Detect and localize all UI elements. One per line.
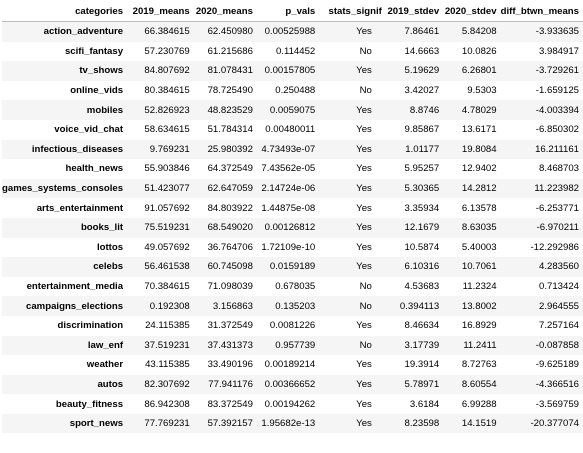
table-cell: 19.8084 [461, 143, 497, 155]
table-cell: Yes [356, 378, 372, 390]
table-cell: 66.384615 [144, 26, 190, 38]
table-cell: -1.659125 [535, 85, 579, 97]
table-cell: 2.964555 [538, 300, 579, 312]
column-header: stats_signif [319, 2, 386, 22]
table-cell: 12.9402 [461, 163, 497, 175]
table-cell: 68.549020 [207, 222, 253, 234]
table-row [2, 198, 583, 218]
table-cell: 11.2411 [463, 339, 497, 351]
table-cell: Yes [356, 65, 372, 77]
table-cell: 24.115385 [145, 320, 190, 332]
table-cell: Yes [356, 104, 372, 116]
table-cell: 25.980392 [207, 143, 253, 155]
table-cell: 80.384615 [144, 85, 190, 97]
table-cell: -6.253771 [535, 202, 579, 214]
table-cell: 6.13578 [461, 202, 497, 214]
table-cell: 1.72109e-10 [261, 241, 316, 253]
row-category: tv_shows [79, 65, 124, 77]
table-row [2, 238, 583, 258]
table-cell: 31.372549 [207, 320, 253, 332]
row-category: voice_vid_chat [54, 124, 124, 136]
table-cell: Yes [356, 261, 372, 273]
table-cell: 6.26801 [461, 65, 497, 77]
row-category: weather [86, 359, 124, 371]
table-cell: 43.115385 [145, 359, 190, 371]
table-cell: 82.307692 [144, 378, 190, 390]
table-cell: 11.2324 [462, 281, 497, 293]
table-cell: Yes [356, 183, 372, 195]
table-cell: 84.803922 [207, 202, 253, 214]
column-header: p_vals [257, 2, 319, 22]
table-row [2, 296, 583, 316]
row-category: action_adventure [43, 26, 124, 38]
table-cell: 4.53683 [404, 281, 440, 293]
table-cell: 14.2812 [461, 183, 497, 195]
table-cell: 3.35934 [404, 202, 440, 214]
table-cell: 36.764706 [207, 241, 253, 253]
table-cell: 4.73493e-07 [261, 143, 316, 155]
table-cell: 57.392157 [207, 418, 253, 430]
column-header: 2019_stdev [386, 2, 443, 22]
table-cell: 14.6663 [404, 45, 440, 57]
row-category: scifi_fantasy [64, 45, 124, 57]
table-cell: -3.933635 [535, 26, 579, 38]
table-cell: 12.1679 [404, 222, 440, 234]
table-cell: 19.3914 [404, 359, 440, 371]
table-cell: 5.19629 [404, 65, 440, 77]
table-row [2, 42, 583, 62]
table-cell: 16.211161 [535, 143, 579, 155]
table-cell: 1.95682e-13 [261, 418, 316, 430]
table-cell: 0.00480011 [265, 124, 316, 136]
table-cell: No [359, 85, 372, 97]
table-cell: 0.00194262 [264, 398, 316, 410]
table-cell: No [359, 281, 372, 293]
table-cell: 2.14724e-06 [261, 183, 316, 195]
stats-table [2, 2, 583, 433]
row-category: law_enf [87, 339, 124, 351]
table-cell: Yes [356, 26, 372, 38]
column-header: 2019_means [129, 2, 194, 22]
table-row [2, 375, 583, 395]
table-cell: 3.42027 [404, 85, 440, 97]
table-cell: 51.784314 [207, 124, 253, 136]
table-cell: 77.941176 [208, 378, 253, 390]
table-cell: 62.450980 [207, 26, 253, 38]
index-header: categories [2, 2, 129, 22]
table-cell: 51.423077 [144, 183, 190, 195]
table-cell: Yes [356, 143, 372, 155]
table-cell: 6.99288 [461, 398, 497, 410]
table-cell: 8.468703 [538, 163, 579, 175]
row-category: health_news [65, 163, 124, 175]
table-cell: Yes [356, 359, 372, 371]
table-cell: 8.72763 [461, 359, 497, 371]
table-cell: 1.01177 [405, 143, 440, 155]
table-cell: 5.84208 [461, 26, 497, 38]
table-cell: -3.729261 [535, 65, 579, 77]
row-category: arts_entertainment [36, 202, 124, 214]
table-cell: 64.372549 [207, 163, 253, 175]
table-row [2, 316, 583, 336]
header-row [2, 2, 583, 22]
table-cell: -9.625189 [535, 359, 579, 371]
table-cell: 9.85867 [404, 124, 440, 136]
table-cell: Yes [356, 163, 372, 175]
table-cell: No [359, 339, 372, 351]
table-cell: 61.215686 [207, 45, 253, 57]
table-cell: 13.6171 [461, 124, 497, 136]
row-category: mobiles [86, 104, 124, 116]
table-cell: No [359, 300, 372, 312]
table-cell: 0.00157805 [264, 65, 316, 77]
table-cell: 0.250488 [275, 85, 316, 97]
row-category: games_systems_consoles [2, 183, 124, 195]
table-row [2, 22, 583, 42]
row-category: books_lit [80, 222, 124, 234]
table-cell: 10.7061 [461, 261, 497, 273]
table-row [2, 140, 583, 160]
row-category: campaigns_elections [26, 300, 124, 312]
table-cell: 5.40003 [461, 241, 497, 253]
table-cell: 8.60554 [461, 378, 497, 390]
table-cell: 70.384615 [144, 281, 190, 293]
table-row [2, 120, 583, 140]
table-row [2, 218, 583, 238]
table-row [2, 81, 583, 101]
table-cell: 0.0159189 [269, 261, 316, 273]
table-cell: 0.00189214 [264, 359, 316, 371]
table-row [2, 179, 583, 199]
table-cell: -4.003394 [535, 104, 579, 116]
row-category: autos [97, 378, 124, 390]
table-cell: 57.230769 [144, 45, 190, 57]
table-cell: 5.95257 [404, 163, 440, 175]
table-cell: 11.223982 [534, 183, 579, 195]
table-cell: 52.826923 [144, 104, 190, 116]
table-cell: 55.903846 [144, 163, 190, 175]
table-cell: -0.087858 [535, 339, 579, 351]
table-cell: 7.43562e-05 [261, 163, 316, 175]
table-cell: 3.156863 [212, 300, 253, 312]
table-row [2, 355, 583, 375]
column-header: diff_btwn_means [501, 2, 583, 22]
table-cell: 4.283560 [538, 261, 579, 273]
column-header: 2020_stdev [443, 2, 500, 22]
row-category: entertainment_media [26, 281, 124, 293]
table-cell: 83.372549 [207, 398, 253, 410]
table-cell: 37.519231 [144, 339, 190, 351]
table-cell: 33.490196 [207, 359, 253, 371]
table-cell: 77.769231 [144, 418, 190, 430]
table-cell: Yes [356, 320, 372, 332]
table-cell: 56.461538 [144, 261, 190, 273]
table-cell: 0.394113 [399, 300, 440, 312]
table-cell: Yes [356, 418, 372, 430]
table-cell: 5.78971 [404, 378, 440, 390]
table-cell: 7.86461 [404, 26, 440, 38]
table-cell: 58.634615 [144, 124, 190, 136]
table-cell: 4.78029 [461, 104, 497, 116]
row-category: beauty_fitness [55, 398, 124, 410]
table-cell: 86.942308 [144, 398, 190, 410]
table-cell: 8.63035 [461, 222, 497, 234]
table-cell: 1.44875e-08 [261, 202, 316, 214]
table-cell: 8.23598 [404, 418, 440, 430]
table-cell: No [359, 45, 372, 57]
table-cell: 0.678035 [275, 281, 316, 293]
table-cell: -6.970211 [536, 222, 579, 234]
table-cell: 62.647059 [207, 183, 253, 195]
table-cell: 14.1519 [461, 418, 497, 430]
table-cell: 0.957739 [275, 339, 316, 351]
table-header [2, 2, 583, 22]
table-cell: Yes [356, 398, 372, 410]
table-cell: 0.0059075 [269, 104, 316, 116]
table-cell: -20.377074 [530, 418, 579, 430]
table-cell: 0.00126812 [264, 222, 316, 234]
table-cell: 48.823529 [207, 104, 253, 116]
table-row [2, 61, 583, 81]
row-category: lottos [96, 241, 124, 253]
row-category: sport_news [69, 418, 124, 430]
table-cell: 3.6184 [409, 398, 440, 410]
table-cell: 8.8746 [409, 104, 440, 116]
table-cell: 6.10316 [404, 261, 440, 273]
table-cell: -3.569759 [535, 398, 579, 410]
table-cell: 8.46634 [404, 320, 440, 332]
table-cell: 91.057692 [144, 202, 190, 214]
table-cell: Yes [356, 202, 372, 214]
row-category: discrimination [57, 320, 124, 332]
table-row [2, 159, 583, 179]
table-cell: Yes [356, 222, 372, 234]
table-cell: 60.745098 [207, 261, 253, 273]
table-cell: 7.257164 [538, 320, 579, 332]
table-cell: 13.8002 [461, 300, 497, 312]
table-cell: 75.519231 [144, 222, 190, 234]
row-category: celebs [93, 261, 124, 273]
table-cell: 0.713424 [538, 281, 579, 293]
table-row [2, 100, 583, 120]
table-cell: 0.192308 [149, 300, 190, 312]
table-cell: 0.135203 [275, 300, 316, 312]
table-row [2, 336, 583, 356]
table-cell: 81.078431 [207, 65, 253, 77]
table-row [2, 414, 583, 434]
table-cell: 49.057692 [144, 241, 190, 253]
table-cell: -4.366516 [535, 378, 579, 390]
table-row [2, 277, 583, 297]
table-cell: 10.0826 [461, 45, 497, 57]
table-body [2, 22, 583, 434]
table-row [2, 257, 583, 277]
table-cell: 9.769231 [149, 143, 190, 155]
table-cell: 0.00525988 [264, 26, 316, 38]
row-category: online_vids [70, 85, 124, 97]
table-cell: 0.00366652 [264, 378, 316, 390]
table-cell: 10.5874 [404, 241, 440, 253]
table-cell: Yes [356, 241, 372, 253]
table-cell: Yes [356, 124, 372, 136]
table-cell: -6.850302 [535, 124, 579, 136]
table-cell: 84.807692 [144, 65, 190, 77]
table-cell: -12.292986 [530, 241, 579, 253]
table-cell: 0.114452 [275, 45, 316, 57]
table-cell: 3.17739 [404, 339, 440, 351]
table-cell: 78.725490 [207, 85, 253, 97]
table-cell: 37.431373 [207, 339, 253, 351]
table-cell: 9.5303 [467, 85, 497, 97]
row-category: infectious_diseases [31, 143, 124, 155]
table-cell: 71.098039 [207, 281, 253, 293]
table-cell: 5.30365 [404, 183, 440, 195]
table-cell: 0.0081226 [269, 320, 316, 332]
table-cell: 3.984917 [538, 45, 579, 57]
table-cell: 16.8929 [461, 320, 497, 332]
column-header: 2020_means [194, 2, 257, 22]
table-row [2, 394, 583, 414]
